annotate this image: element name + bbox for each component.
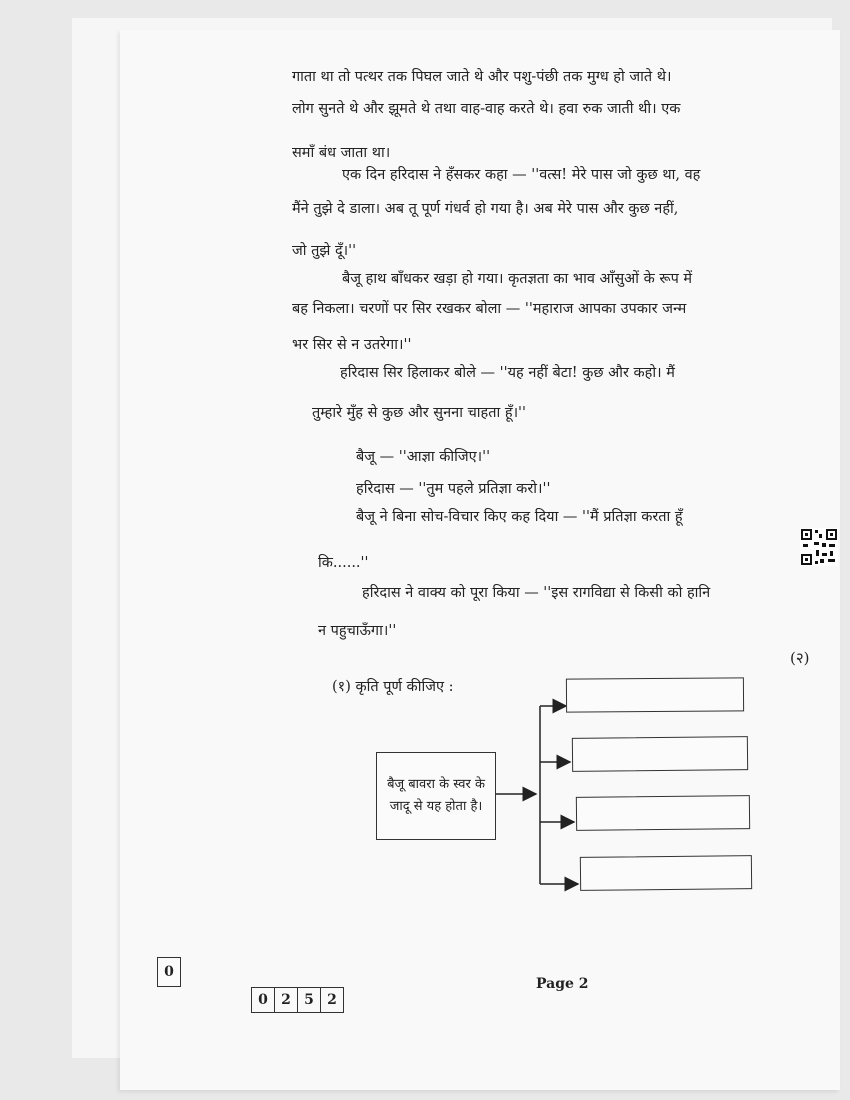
- qr-code-icon: [800, 528, 838, 566]
- page-sheet: [120, 30, 840, 1090]
- passage-line: बैजू ने बिना सोच-विचार किए कह दिया — ''मैं प्रतिज्ञा करता हूँ: [356, 509, 683, 525]
- paper-code-digit: 0: [252, 988, 275, 1012]
- center-concept-box: [376, 752, 496, 840]
- passage-line: समाँ बंध जाता था।: [292, 145, 391, 161]
- passage-line: कि......'': [318, 555, 369, 571]
- paper-code-digit: 2: [327, 992, 337, 1008]
- passage-line: तुम्हारे मुँह से कुछ और सुनना चाहता हूँ।'': [312, 405, 527, 421]
- paper-code-digit: 5: [298, 988, 321, 1012]
- answer-box-4[interactable]: [580, 855, 752, 891]
- answer-box-2[interactable]: [572, 736, 748, 772]
- passage-line: भर सिर से न उतरेगा।'': [292, 337, 412, 353]
- passage-line: मैंने तुझे दे डाला। अब तू पूर्ण गंधर्व हो गया है। अब मेरे पास और कुछ नहीं,: [292, 201, 679, 217]
- passage-line: न पहुचाऊँगा।'': [318, 623, 397, 639]
- marks-label: (२): [790, 649, 810, 667]
- passage-line: लोग सुनते थे और झूमते थे तथा वाह-वाह करते थे। हवा रुक जाती थी। एक: [292, 101, 681, 117]
- passage-line: हरिदास सिर हिलाकर बोले — ''यह नहीं बेटा! कुछ और कहो। मैं: [340, 365, 675, 381]
- passage-line: जो तुझे दूँ।'': [292, 243, 357, 259]
- passage-line: बैजू हाथ बाँधकर खड़ा हो गया। कृतज्ञता का भाव आँसुओं के रूप में: [342, 271, 693, 287]
- passage-line: हरिदास — ''तुम पहले प्रतिज्ञा करो।'': [356, 481, 551, 497]
- passage-line: बैजू — ''आज्ञा कीजिए।'': [356, 449, 491, 465]
- passage-line: हरिदास ने वाक्य को पूरा किया — ''इस रागविद्या से किसी को हानि: [362, 585, 711, 601]
- footer-digit-box: 0: [157, 957, 181, 987]
- paper-code-digit: 2: [275, 988, 298, 1012]
- answer-box-3[interactable]: [576, 795, 750, 831]
- center-concept-text: बैजू बावरा के स्वर के जादू से यह होता है।: [387, 777, 485, 814]
- question-label: (१) कृति पूर्ण कीजिए :: [332, 679, 454, 695]
- passage-line: गाता था तो पत्थर तक पिघल जाते थे और पशु-पंछी तक मुग्ध हो जाते थे।: [292, 69, 672, 85]
- paper-code: [251, 987, 344, 1013]
- answer-box-1[interactable]: [566, 677, 744, 712]
- page-number: Page 2: [536, 976, 589, 992]
- passage-line: बह निकला। चरणों पर सिर रखकर बोला — ''महाराज आपका उपकार जन्म: [292, 301, 687, 317]
- passage-line: एक दिन हरिदास ने हँसकर कहा — ''वत्स! मेरे पास जो कुछ था, वह: [342, 167, 701, 183]
